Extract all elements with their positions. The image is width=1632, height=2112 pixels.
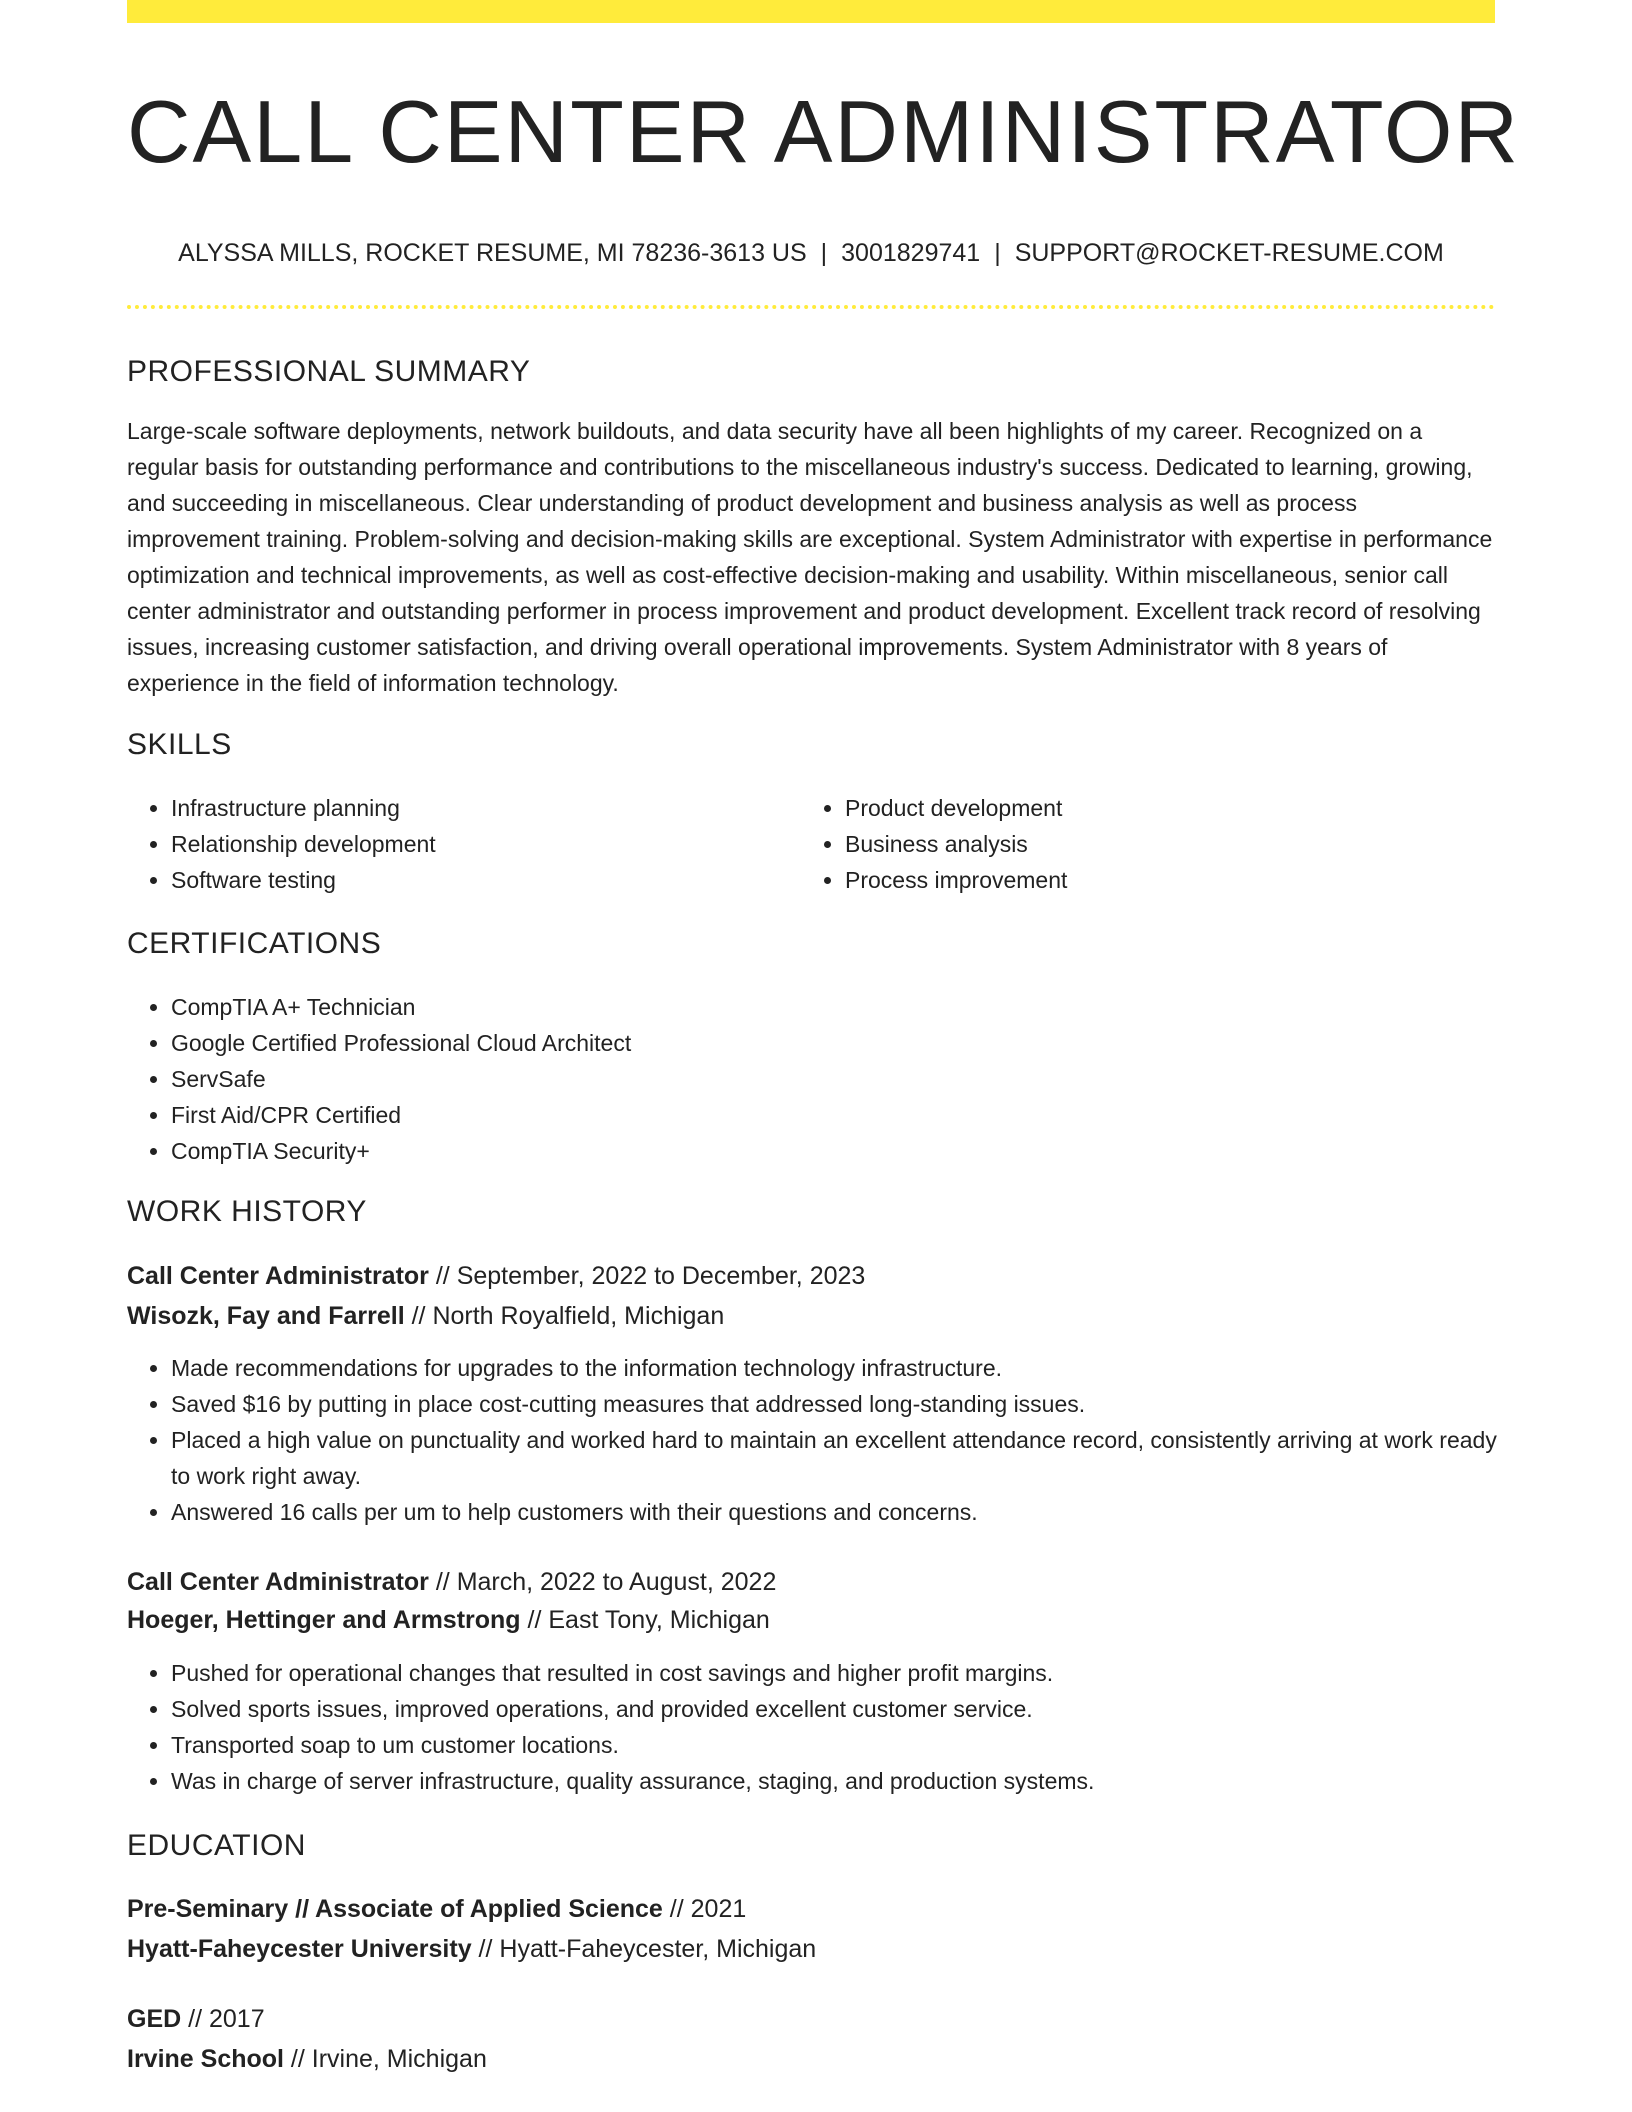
job-dates: September, 2022 to December, 2023 — [456, 1262, 866, 1290]
education-location: Hyatt-Faheycester, Michigan — [499, 1935, 817, 1963]
list-item: • Transported soap to um customer locations. — [171, 1727, 1511, 1763]
list-item: • Solved sports issues, improved operations, and provided excellent customer service. — [171, 1691, 1511, 1727]
job-title: Call Center Administrator — [127, 1262, 429, 1290]
separator: // — [283, 2045, 312, 2073]
list-item: • Business analysis — [845, 826, 1445, 862]
education-degree: Pre-Seminary // Associate of Applied Science — [127, 1895, 663, 1923]
job-dates: March, 2022 to August, 2022 — [456, 1568, 777, 1596]
top-accent-bar — [127, 0, 1495, 23]
education-degree-line — [127, 1889, 746, 1929]
contact-address: ALYSSA MILLS, ROCKET RESUME, MI 78236-3613 US — [178, 239, 807, 267]
education-school: Irvine School — [127, 2045, 284, 2073]
education-year: 2021 — [690, 1895, 747, 1923]
summary-heading: PROFESSIONAL SUMMARY — [127, 355, 531, 388]
education-school-line — [127, 1929, 816, 1969]
job-bullets — [127, 1655, 1511, 1799]
job-company: Hoeger, Hettinger and Armstrong — [127, 1606, 521, 1634]
education-school-line — [127, 2039, 487, 2079]
job-bullets — [127, 1350, 1511, 1530]
summary-text: Large-scale software deployments, network buildouts, and data security have all been highlights of my career. Recognized on a regular basis for outstanding performance and contributions to the miscellaneous industry's success. Dedicated to learning, growing, and succeeding in miscellaneous. Clear understanding of product development and business analysis as well as process improvement training. Problem-solving and decision-making skills are exceptional. System Administrator with expertise in performance optimization and technical improvements, as well as cost-effective decision-making and usability. Within miscellaneous, senior call center administrator and outstanding performer in process improvement and product development. Excellent track record of resolving issues, increasing customer satisfaction, and driving overall operational improvements. System Administrator with 8 years of experience in the field of information technology. — [127, 418, 1493, 696]
job-company-line — [127, 1600, 770, 1640]
header-divider — [127, 305, 1495, 309]
job-company-line — [127, 1296, 724, 1336]
contact-line — [127, 234, 1495, 272]
separator: // — [428, 1262, 457, 1290]
separator: // — [471, 1935, 500, 1963]
job-location: East Tony, Michigan — [548, 1606, 770, 1634]
list-item: • CompTIA Security+ — [171, 1133, 1471, 1169]
list-item: • Answered 16 calls per um to help customers with their questions and concerns. — [171, 1494, 1511, 1530]
education-degree-line — [127, 1999, 265, 2039]
skills-list-left — [127, 790, 751, 898]
list-item: • First Aid/CPR Certified — [171, 1097, 1471, 1133]
list-item: • Was in charge of server infrastructure, quality assurance, staging, and production systems. — [171, 1763, 1511, 1799]
list-item: • Saved $16 by putting in place cost-cutting measures that addressed long-standing issues. — [171, 1386, 1511, 1422]
list-item: • Process improvement — [845, 862, 1445, 898]
separator: // — [662, 1895, 691, 1923]
contact-separator: | — [994, 239, 1001, 267]
contact-email: SUPPORT@ROCKET-RESUME.COM — [1014, 239, 1444, 267]
work-history-heading: WORK HISTORY — [127, 1195, 367, 1228]
list-item: • Product development — [845, 790, 1445, 826]
skills-heading: SKILLS — [127, 728, 232, 761]
education-degree: GED — [127, 2005, 182, 2033]
skills-list-right — [801, 790, 1445, 898]
certifications-heading: CERTIFICATIONS — [127, 927, 382, 960]
separator: // — [520, 1606, 549, 1634]
separator: // — [181, 2005, 209, 2033]
list-item: • CompTIA A+ Technician — [171, 989, 1471, 1025]
job-company: Wisozk, Fay and Farrell — [127, 1302, 405, 1330]
job-location: North Royalfield, Michigan — [432, 1302, 725, 1330]
job-title-line — [127, 1562, 776, 1602]
list-item: • Made recommendations for upgrades to the information technology infrastructure. — [171, 1350, 1511, 1386]
list-item: • Relationship development — [171, 826, 751, 862]
list-item: • ServSafe — [171, 1061, 1471, 1097]
separator: // — [428, 1568, 457, 1596]
education-school: Hyatt-Faheycester University — [127, 1935, 472, 1963]
job-title-line — [127, 1256, 865, 1296]
list-item: • Software testing — [171, 862, 751, 898]
separator: // — [404, 1302, 433, 1330]
education-location: Irvine, Michigan — [311, 2045, 487, 2073]
education-year: 2017 — [208, 2005, 265, 2033]
job-title: Call Center Administrator — [127, 1568, 429, 1596]
list-item: • Pushed for operational changes that resulted in cost savings and higher profit margins. — [171, 1655, 1511, 1691]
contact-phone: 3001829741 — [841, 239, 981, 267]
resume-title: CALL CENTER ADMINISTRATOR — [127, 82, 1521, 181]
list-item: • Google Certified Professional Cloud Architect — [171, 1025, 1471, 1061]
certifications-list — [127, 989, 1471, 1169]
contact-separator: | — [820, 239, 828, 267]
education-heading: EDUCATION — [127, 1829, 306, 1862]
list-item: • Placed a high value on punctuality and worked hard to maintain an excellent attendance record, consistently arriving at work ready to work right away. — [171, 1422, 1511, 1494]
list-item: • Infrastructure planning — [171, 790, 751, 826]
